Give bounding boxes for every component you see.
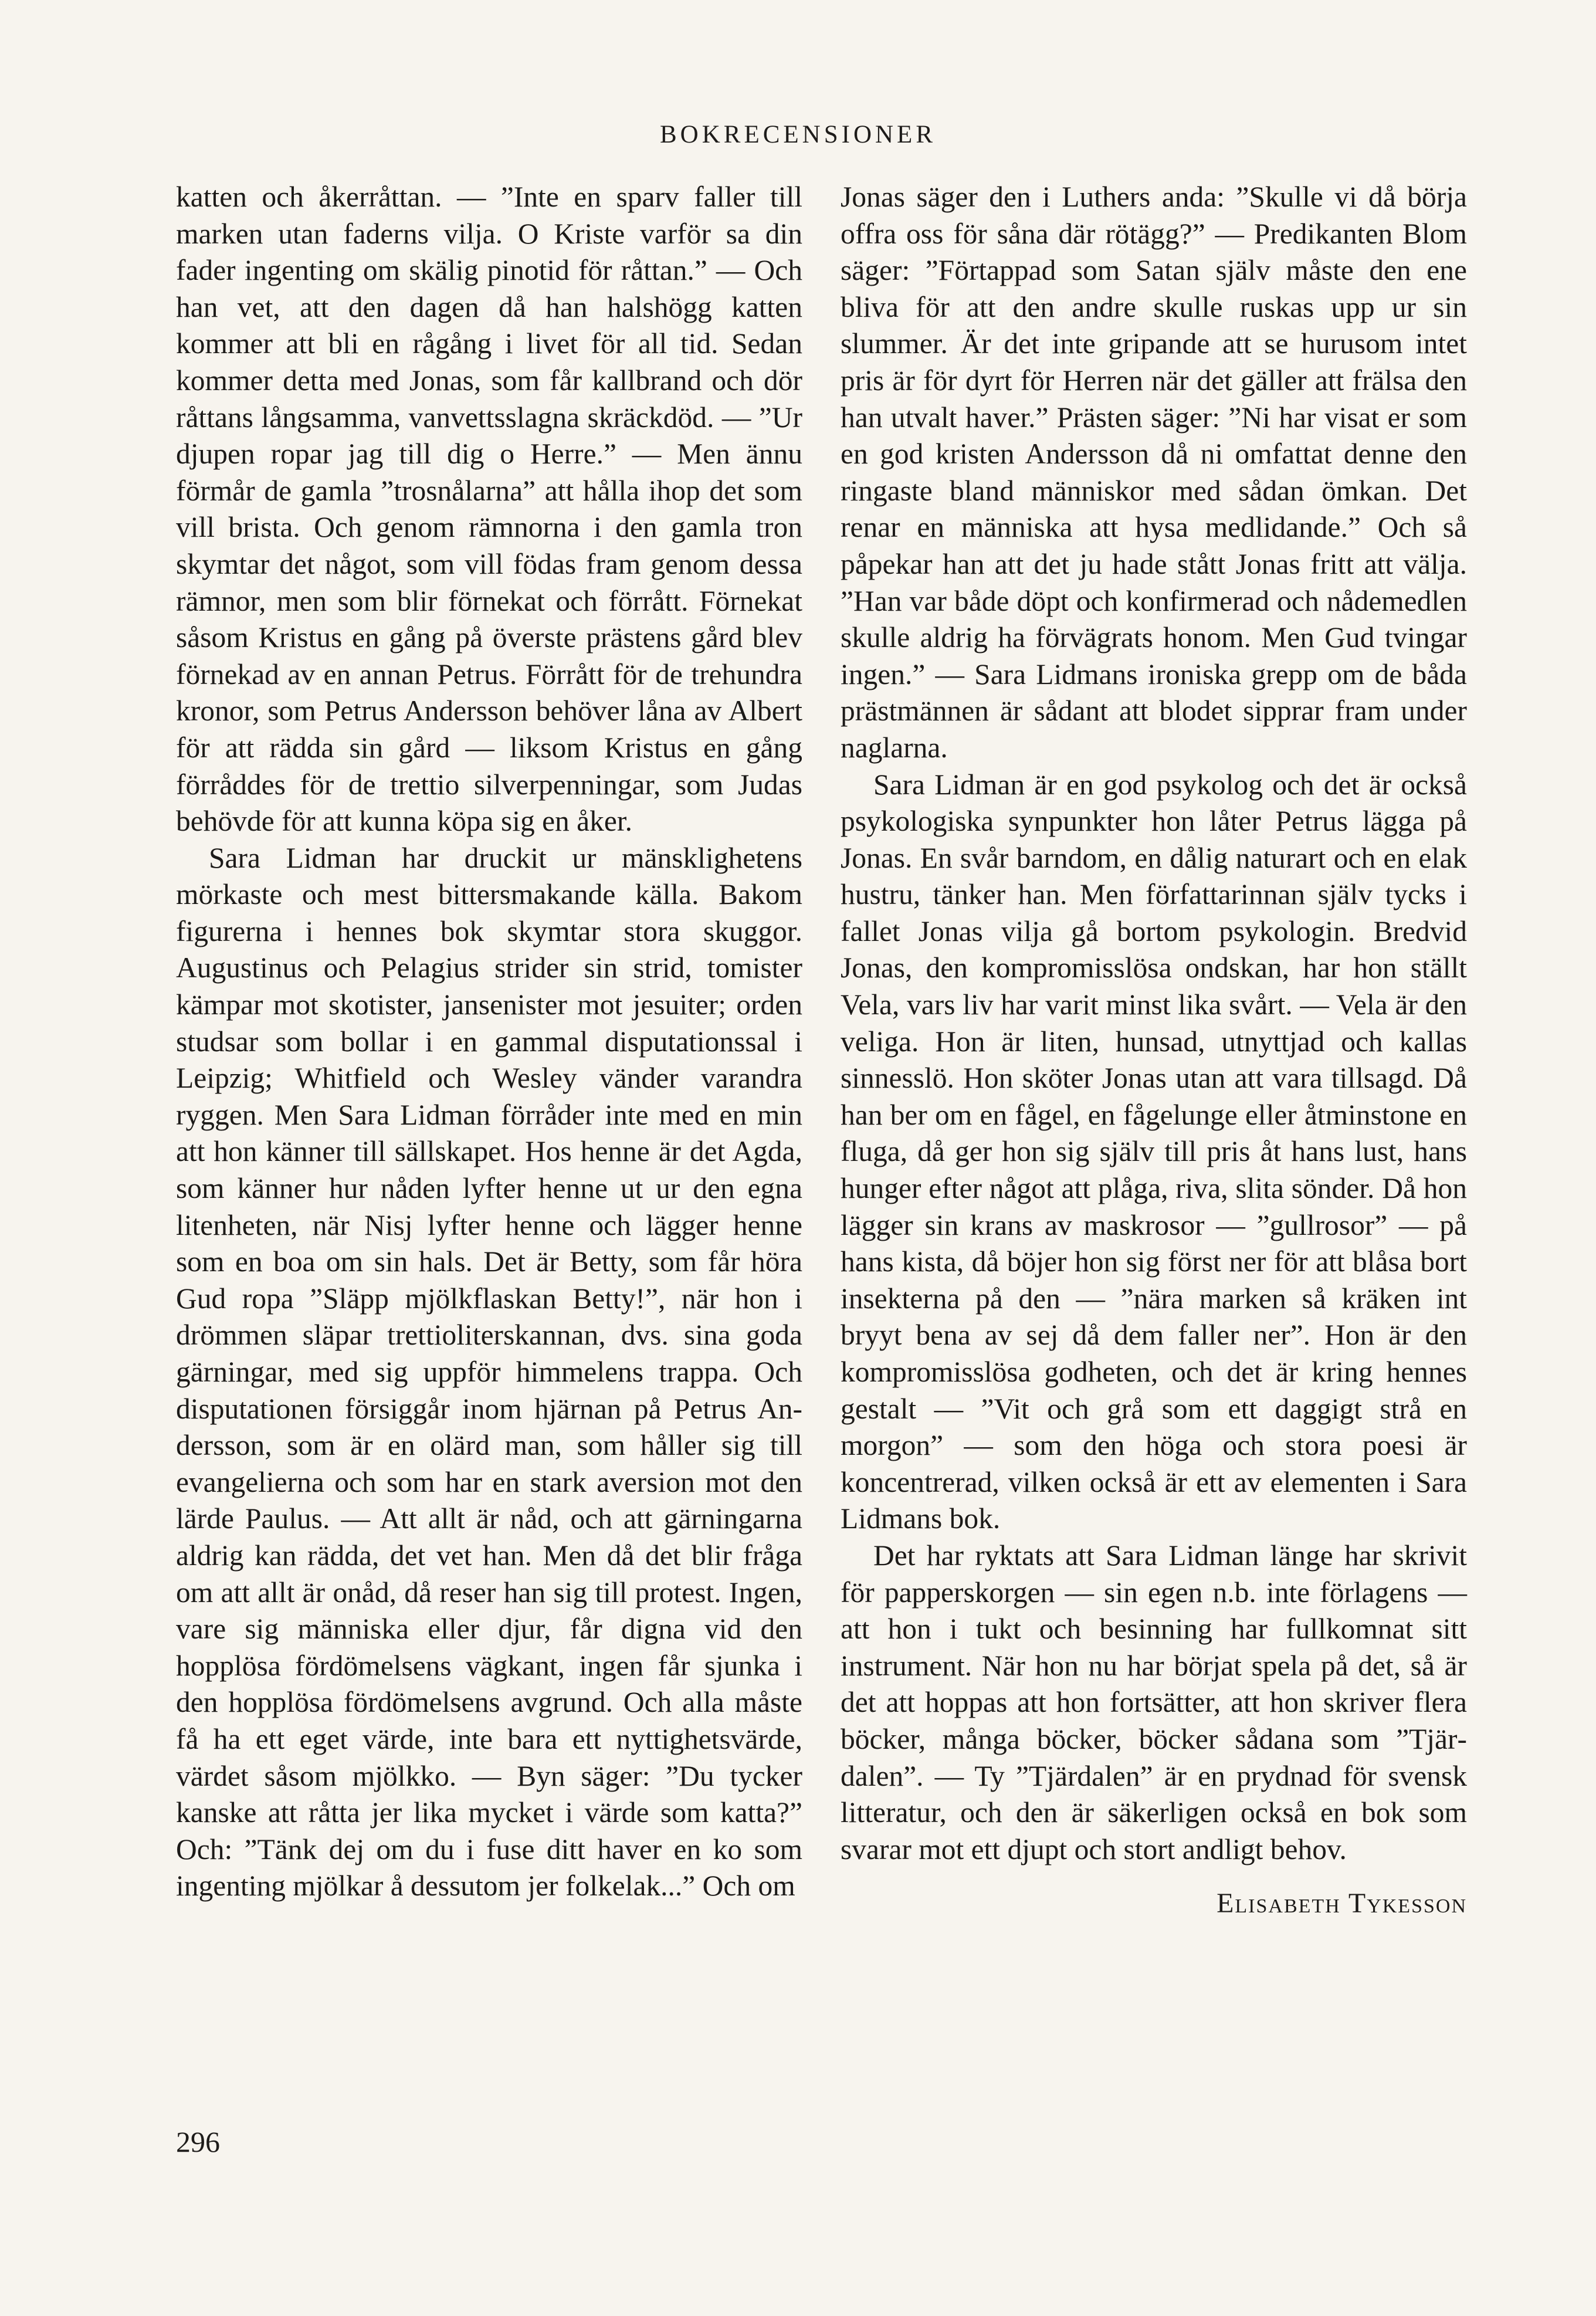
paragraph: Jonas säger den i Luthers anda: ”Skulle vi då börja offra oss för såna där rötägg?” — Predikanten Blom säger: ”Förtappad som Satan själv måste den ene bliva för att den andre skulle ruskas upp ur sin slummer. Är det inte gripande att se hurusom intet pris är för dyrt för Herren när det gäller att frälsa den han utvalt haver.” Prästen säger: ”Ni har visat er som en god kristen Andersson då ni omfattat denne den ringaste bland människor med sådan ömkan. Det renar en människa att hysa medlidande.” Och så påpekar han att det ju hade stått Jonas fritt att välja. ”Han var både döpt och konfirmerad och nådemedlen skulle aldrig ha förvägrats honom. Men Gud tvingar ingen.” — Sara Lidmans ironiska grepp om de båda prästmännen är sådant att blodet sipprar fram under naglarna. [841, 181, 1467, 764]
paragraph: Det har ryktats att Sara Lidman länge har skrivit för papperskorgen — sin egen n.b. inte förlagens — att hon i tukt och besinning har fullkomnat sitt instrument. När hon nu har börjat spela på det, så är det att hoppas att hon fortsätter, att hon skriver flera böcker, många böcker, böcker sådana som ”Tjärdalen”. — Ty ”Tjärdalen” är en prydnad för svensk litteratur, och den är säkerligen också en bok som svarar mot ett djupt och stort andligt behov. [841, 1539, 1467, 1865]
paragraph: katten och åkerråttan. — ”Inte en sparv faller till marken utan faderns vilja. O Kriste varför sa din fader ingenting om skälig pinotid för råttan.” — Och han vet, att den dagen då han halshögg katten kommer att bli en rågång i livet för all tid. Sedan kommer detta med Jonas, som får kallbrand och dör råttans långsamma, vanvettsslagna skräckdöd. — ”Ur djupen ropar jag till dig o Herre.” — Men ännu förmår de gamla ”trosnålarna” att hålla ihop det som vill brista. Och genom rämnorna i den gamla tron skymtar det något, som vill födas fram genom dessa rämnor, men som blir förnekat och förrått. Förnekat såsom Kristus en gång på överste prästens gård blev förnekad av en annan Petrus. Förrått för de trehundra kronor, som Petrus Andersson behöver låna av Albert för att rädda sin gård — liksom Kristus en gång förråddes för de trettio silverpenningar, som Judas behövde för att kunna köpa sig en åker. [176, 181, 802, 838]
paragraph: Sara Lidman är en god psykolog och det är också psykologiska synpunkter hon låter Petrus lägga på Jonas. En svår barndom, en dålig naturart och en elak hustru, tänker han. Men författarinnan själv tycks i fallet Jonas vilja gå bortom psykologin. Bredvid Jonas, den kompromisslösa ondskan, har hon ställt Vela, vars liv har varit minst lika svårt. — Vela är den veliga. Hon är liten, hunsad, utnyttjad och kallas sinnesslö. Hon sköter Jonas utan att vara tillsagd. Då han ber om en fågel, en fågelunge eller åtminstone en fluga, då ger hon sig själv till pris åt hans lust, hans hunger efter något att plåga, riva, slita sönder. Då hon lägger sin krans av maskrosor — ”gullrosor” — på hans kista, då böjer hon sig först ner för att blåsa bort insekterna på den — ”nära marken så kräken int bryyt bena av sej då dem faller ner”. Hon är den kompromisslösa godheten, och det är kring hennes gestalt — ”Vit och grå som ett daggigt strå en morgon” — som den höga och stora poesi är koncentrerad, vilken också är ett av elementen i Sara Lidmans bok. [841, 768, 1467, 1535]
right-column [841, 179, 1467, 1922]
running-header: BOKRECENSIONER [659, 121, 937, 148]
left-column [176, 179, 802, 1905]
author-signature: Elisabeth Tykesson [1217, 1888, 1467, 1919]
paragraph: Sara Lidman har druckit ur mänsklighetens mörkaste och mest bittersmakande källa. Bakom figurerna i hennes bok skymtar stora skuggor. Augustinus och Pelagius strider sin strid, tomister kämpar mot skotister, jansenister mot jesuiter; orden studsar som bollar i en gammal disputationssal i Leipzig; Whitfield och Wesley vänder varandra ryggen. Men Sara Lidman förråder inte med en min att hon känner till sällskapet. Hos henne är det Agda, som känner hur nåden lyfter henne ut ur den egna litenheten, när Nisj lyfter henne och lägger henne som en boa om sin hals. Det är Betty, som får höra Gud ropa ”Släpp mjölkflaskan Betty!”, när hon i drömmen släpar trettioliterskannan, dvs. sina goda gärningar, med sig uppför himmelens trappa. Och disputationen försiggår inom hjärnan på Petrus Andersson, som är en olärd man, som håller sig till evangelierna och som har en stark aversion mot den lärde Paulus. — Att allt är nåd, och att gärningarna aldrig kan rädda, det vet han. Men då det blir fråga om att allt är onåd, då reser han sig till protest. Ingen, vare sig människa eller djur, får digna vid den hopplösa fördömelsens vägkant, ingen får sjunka i den hopplösa fördömelsens avgrund. Och alla måste få ha ett eget värde, inte bara ett nyttighetsvärde, värdet såsom mjölkko. — Byn säger: ”Du tycker kanske att råtta jer lika mycket i värde som katta?” Och: ”Tänk dej om du i fuse ditt haver en ko som ingenting mjölkar å dessutom jer folkelak...” Och om [176, 841, 802, 1902]
page-number: 296 [176, 2125, 220, 2158]
